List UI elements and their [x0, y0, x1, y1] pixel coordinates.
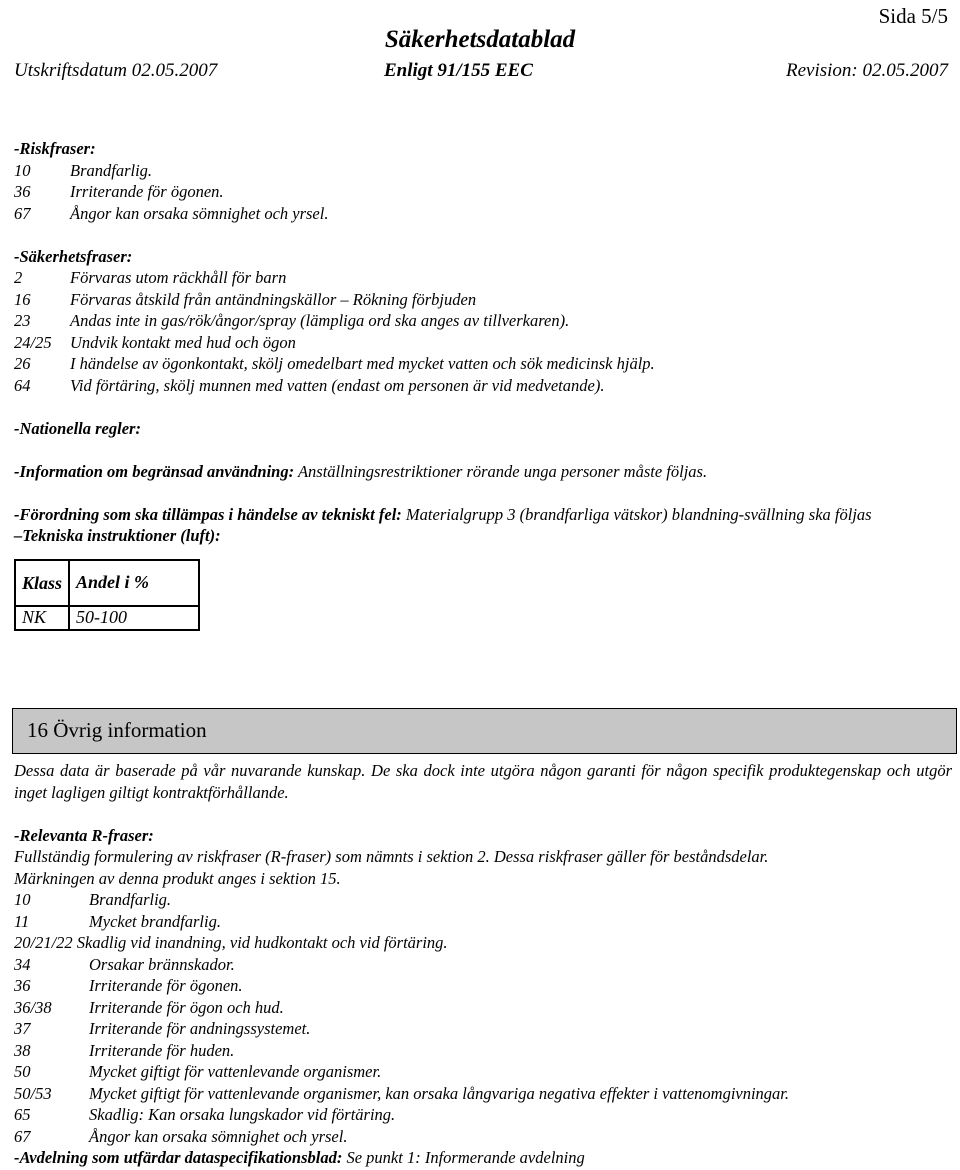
revision-date: Revision: 02.05.2007 [785, 60, 948, 81]
safety-code: 26 [14, 354, 31, 373]
technical-table [14, 559, 200, 631]
r-phrase-code: 65 [14, 1105, 31, 1124]
r-phrase-text: Mycket giftigt för vattenlevande organismer, kan orsaka långvariga negativa effekter i vattenomgivningar. [89, 1083, 790, 1103]
r-phrase [14, 997, 952, 1019]
r-phrase-code: 11 [14, 911, 30, 931]
safety-item [14, 289, 946, 311]
safety-item [14, 267, 946, 289]
r-phrase-text: Irriterande för ögonen. [89, 976, 243, 995]
r-phrase-code: 36 [14, 976, 31, 995]
ordinance [14, 504, 946, 526]
safety-code: 2 [14, 268, 23, 287]
r-phrase-text: Skadlig vid inandning, vid hudkontakt och vid förtäring. [76, 933, 448, 952]
table-cell-share: 50-100 [69, 606, 199, 630]
r-phrase-code: 50/53 [14, 1083, 52, 1103]
disclaimer: Dessa data är baserade på vår nuvarande kunskap. De ska dock inte utgöra någon garanti för någon specifik produktegenskap och utgör inget lagligen giltigt kontraktförhållande. [14, 761, 952, 802]
r-phrase-text: Irriterande för ögon och hud. [89, 997, 284, 1017]
safety-item [14, 353, 946, 375]
safety-text: Förvaras åtskild från antändningskällor – Rökning förbjuden [70, 289, 477, 309]
r-phrase-code: 20/21/22 [14, 933, 73, 952]
usage-restriction-label: -Information om begränsad användning: [14, 461, 295, 481]
section-16-content [14, 760, 952, 1169]
page-number: Sida 5/5 [878, 4, 948, 28]
risk-code: 36 [14, 182, 31, 201]
print-date: Utskriftsdatum 02.05.2007 [14, 60, 218, 81]
relevant-phrases-intro: Fullständig formulering av riskfraser (R-fraser) som nämnts i sektion 2. Dessa riskfraser gäller för beståndsdelar. [14, 847, 769, 866]
risk-code: 10 [14, 160, 31, 180]
document-title: Säkerhetsdatablad [384, 26, 576, 53]
r-phrase-text: Ångor kan orsaka sömnighet och yrsel. [89, 1126, 348, 1146]
r-phrase [14, 1040, 952, 1062]
safety-item [14, 375, 946, 397]
risk-item [14, 181, 946, 203]
table-header-class: Klass [15, 560, 69, 606]
r-phrase [14, 1083, 952, 1105]
table-cell-class: NK [15, 606, 69, 630]
r-phrase-text: Irriterande för andningssystemet. [89, 1019, 311, 1038]
r-phrase [14, 1061, 952, 1083]
safety-code: 64 [14, 375, 31, 395]
main-content [14, 138, 946, 631]
safety-text: Förvaras utom räckhåll för barn [70, 268, 287, 287]
r-phrase-code: 36/38 [14, 997, 52, 1017]
ordinance-label: -Förordning som ska tillämpas i händelse av tekniskt fel: [14, 504, 402, 524]
national-heading: -Nationella regler: [14, 418, 141, 438]
r-phrase-code: 34 [14, 954, 31, 974]
safety-item [14, 332, 946, 354]
r-phrase [14, 1104, 952, 1126]
table-header-row [15, 560, 199, 606]
ordinance-text: Materialgrupp 3 (brandfarliga vätskor) blandning-svällning ska följas [405, 504, 872, 524]
r-phrase-text: Mycket brandfarlig. [89, 911, 221, 931]
risk-text: Brandfarlig. [70, 160, 153, 180]
issuing-department-label: -Avdelning som utfärdar dataspecifikationsblad: [14, 1148, 343, 1167]
safety-heading: -Säkerhetsfraser: [14, 246, 133, 266]
safety-text: Undvik kontakt med hud och ögon [70, 332, 296, 352]
section-16-heading: 16 Övrig information [12, 708, 957, 754]
document-header [14, 60, 948, 84]
risk-heading: -Riskfraser: [14, 139, 96, 158]
r-phrase-code: 37 [14, 1019, 31, 1038]
risk-list [14, 160, 946, 225]
labelling-note: Märkningen av denna produkt anges i sektion 15. [14, 868, 341, 888]
r-phrase [14, 975, 952, 997]
table-header-share: Andel i % [69, 560, 199, 606]
relevant-phrases-heading: -Relevanta R-fraser: [14, 825, 154, 845]
usage-restriction-text: Anställningsrestriktioner rörande unga personer måste följas. [297, 461, 708, 481]
risk-code: 67 [14, 203, 31, 223]
technical-instructions-heading: –Tekniska instruktioner (luft): [14, 526, 221, 545]
risk-text: Irriterande för ögonen. [70, 182, 224, 201]
r-phrase-code: 67 [14, 1126, 31, 1146]
r-phrase [14, 911, 952, 933]
r-phrase [14, 1126, 952, 1148]
r-phrase-code: 10 [14, 890, 31, 909]
issuing-department-text: Se punkt 1: Informerande avdelning [346, 1148, 585, 1167]
r-phrase-text: Mycket giftigt för vattenlevande organismer. [89, 1062, 382, 1081]
r-phrase-text: Irriterande för huden. [89, 1040, 235, 1060]
risk-text: Ångor kan orsaka sömnighet och yrsel. [70, 203, 329, 223]
r-phrase [14, 889, 952, 911]
safety-text: I händelse av ögonkontakt, skölj omedelbart med mycket vatten och sök medicinsk hjälp. [70, 354, 655, 373]
risk-item [14, 160, 946, 182]
safety-text: Andas inte in gas/rök/ångor/spray (lämpliga ord ska anges av tillverkaren). [70, 311, 570, 330]
usage-restriction [14, 461, 946, 483]
table-row [15, 606, 199, 630]
r-phrase-code: 38 [14, 1040, 31, 1060]
safety-list [14, 267, 946, 396]
r-phrase-text: Skadlig: Kan orsaka lungskador vid förtäring. [89, 1105, 396, 1124]
safety-code: 23 [14, 311, 31, 330]
risk-item [14, 203, 946, 225]
r-phrase-list [14, 889, 952, 1147]
safety-code: 24/25 [14, 332, 52, 352]
safety-item [14, 310, 946, 332]
r-phrase-code: 50 [14, 1062, 31, 1081]
safety-text: Vid förtäring, skölj munnen med vatten (endast om personen är vid medvetande). [70, 375, 605, 395]
r-phrase [14, 954, 952, 976]
r-phrase [14, 932, 952, 954]
issuing-department [14, 1147, 952, 1169]
r-phrase-text: Brandfarlig. [89, 890, 172, 909]
r-phrase [14, 1018, 952, 1040]
safety-code: 16 [14, 289, 31, 309]
r-phrase-text: Orsakar brännskador. [89, 954, 235, 974]
regulation: Enligt 91/155 EEC [384, 60, 533, 81]
